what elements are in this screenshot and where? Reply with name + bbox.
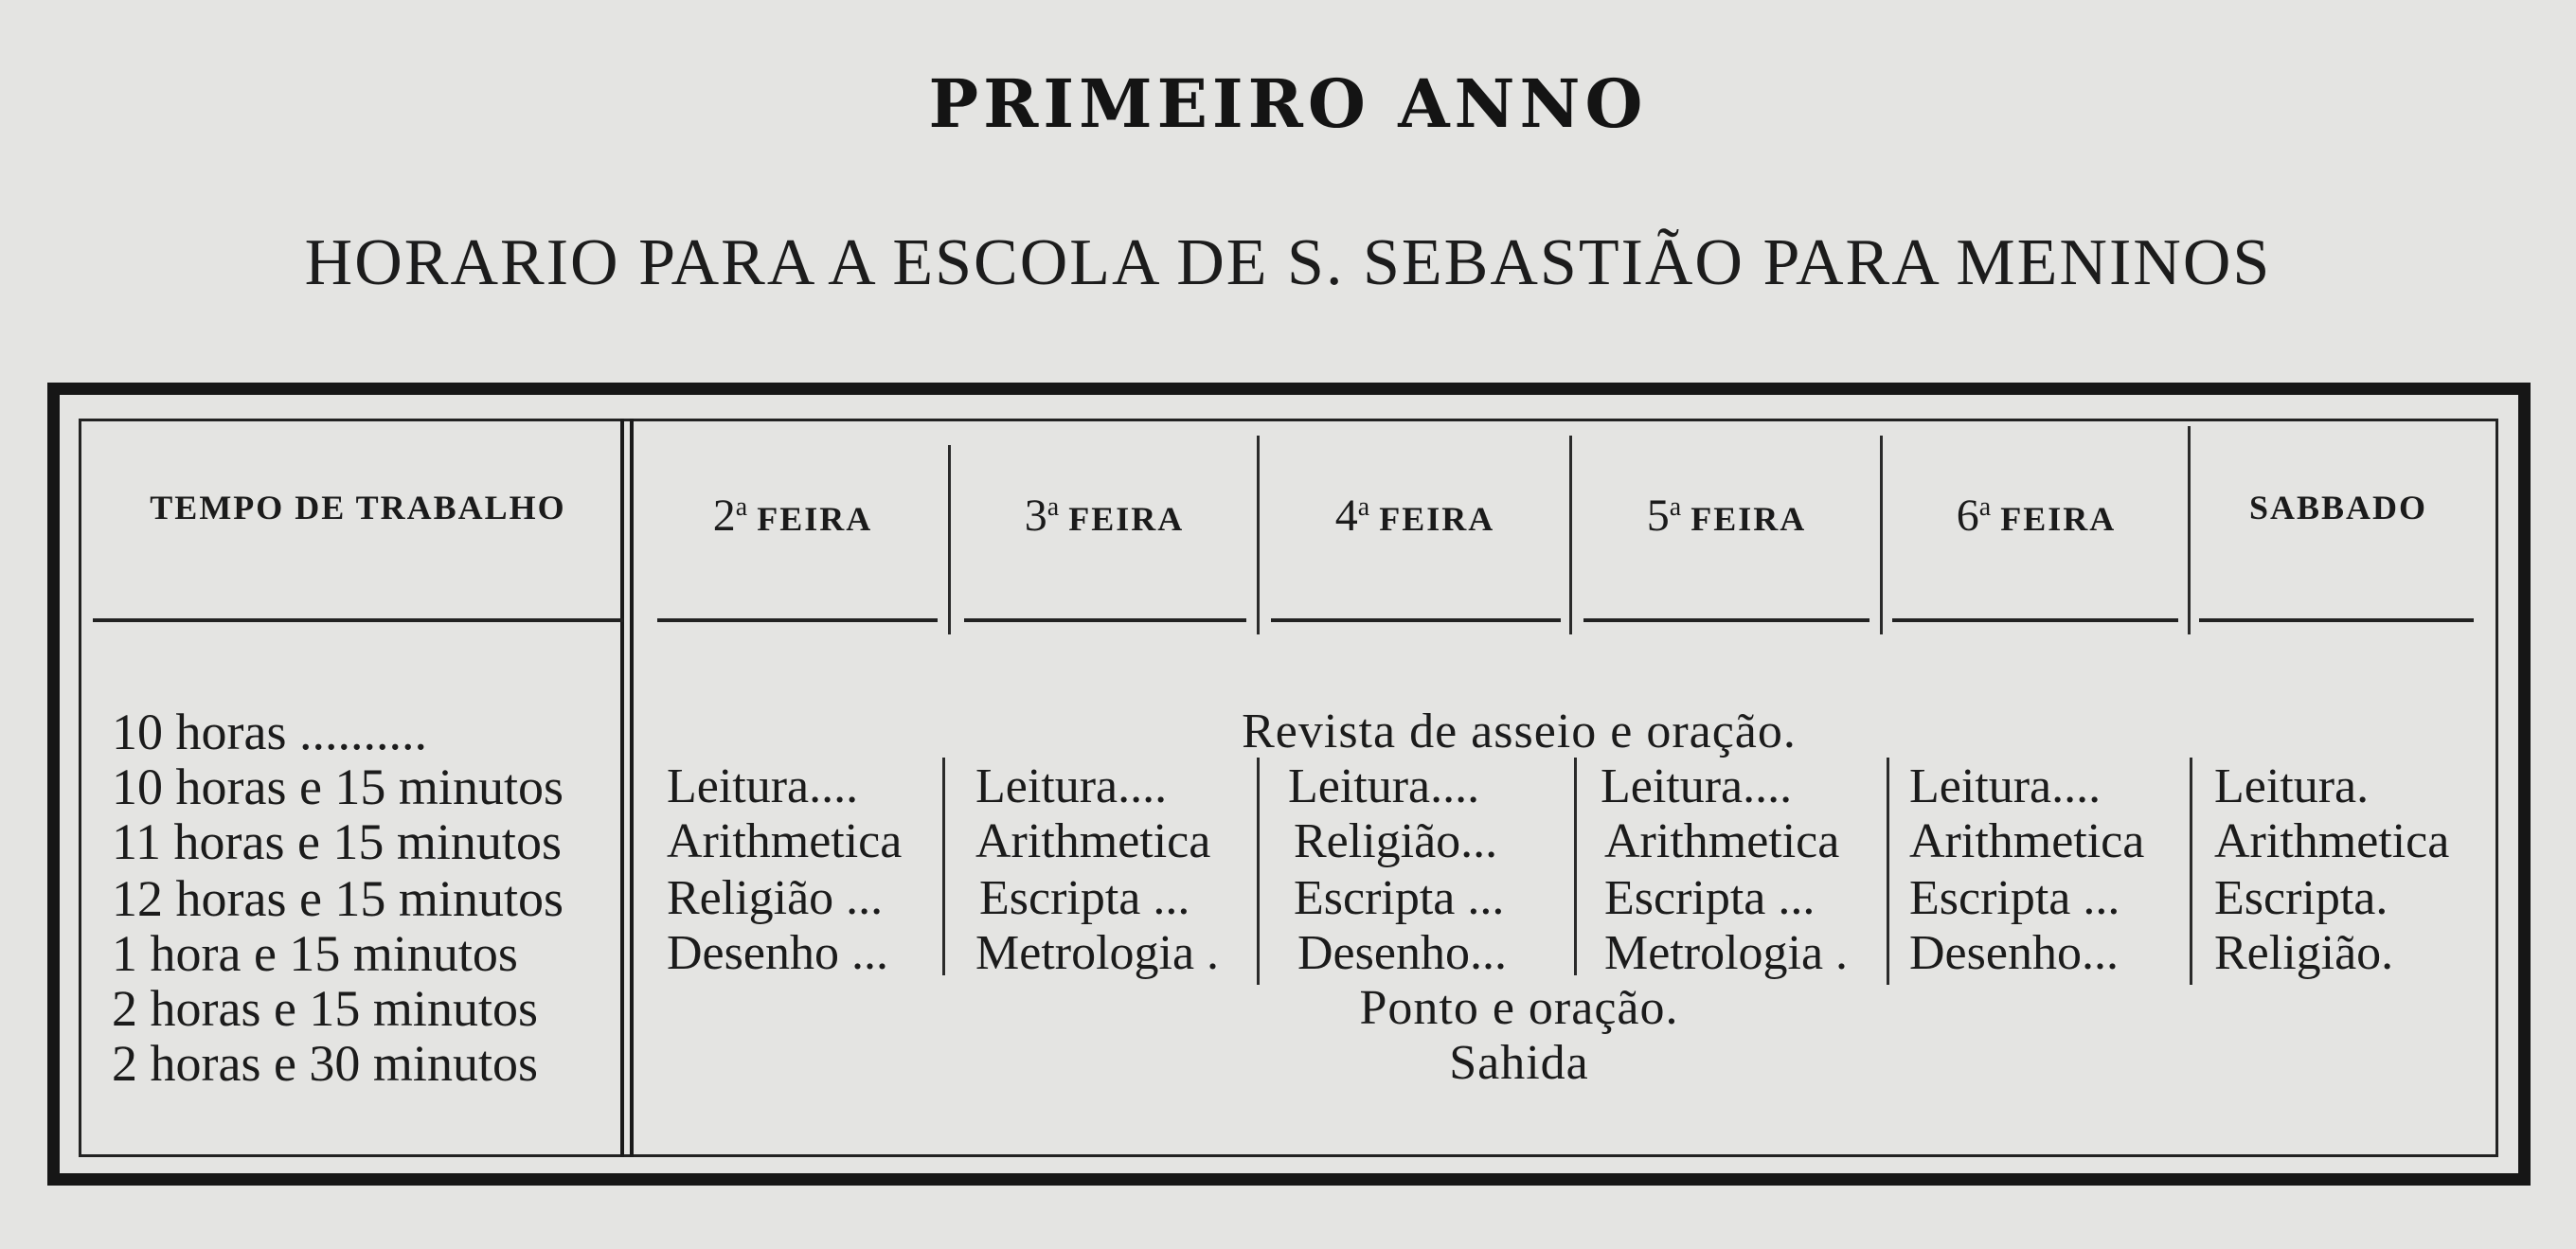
header-rule [2199,618,2474,622]
lesson-cell: Arithmetica [667,814,903,868]
time-slot: 12 horas e 15 minutos [112,870,564,927]
lesson-cell: Leitura. [2214,759,2370,813]
column-separator [1257,758,1260,985]
page-title: PRIMEIRO ANNO [928,64,1648,143]
lesson-cell: Arithmetica [1909,814,2145,868]
lesson-cell: Leitura.... [1909,759,2102,813]
header-day: 6$^a$ FEIRA [1956,491,2117,541]
lesson-cell: Metrologia . [1604,926,1849,980]
lesson-cell: Metrologia . [975,926,1220,980]
time-slot: 10 horas e 15 minutos [112,758,564,815]
header-rule [657,618,938,622]
column-separator [2190,758,2192,985]
header-rule [1892,618,2178,622]
lesson-cell: Leitura.... [975,759,1168,813]
header-day: 3$^a$ FEIRA [1024,491,1185,541]
lesson-cell: Religião. [2214,926,2394,980]
lesson-cell: Escripta ... [1294,871,1505,925]
lesson-cell: Escripta ... [1604,871,1816,925]
lesson-cell: Leitura.... [1601,759,1793,813]
column-separator [1574,758,1577,975]
header-rule [1271,618,1561,622]
header-rule [964,618,1246,622]
time-slot: 1 hora e 15 minutos [112,925,518,982]
row-revista: Revista de asseio e oração. [1242,705,1797,758]
time-slot: 10 horas .......... [112,704,427,760]
lesson-cell: Arithmetica [1604,814,1840,868]
header-day: 4$^a$ FEIRA [1334,491,1495,541]
row-sahida: Sahida [1449,1036,1589,1090]
column-separator [948,445,951,634]
lesson-cell: Escripta. [2214,871,2388,925]
column-separator [1887,758,1889,985]
header-day: 2$^a$ FEIRA [712,491,873,541]
header-sabbado: SABBADO [2248,489,2428,526]
time-slot: 2 horas e 30 minutos [112,1035,538,1092]
header-tempo-de-trabalho: TEMPO DE TRABALHO [150,489,566,526]
page-subtitle: HORARIO PARA A ESCOLA DE S. SEBASTIÃO PARA MENINOS [304,226,2272,299]
lesson-cell: Religião ... [667,871,884,925]
lesson-cell: Desenho... [1297,926,1507,980]
lesson-cell: Leitura.... [1288,759,1480,813]
time-slot: 11 horas e 15 minutos [112,813,562,870]
lesson-cell: Desenho... [1909,926,2119,980]
time-slot: 2 horas e 15 minutos [112,980,538,1037]
lesson-cell: Leitura.... [667,759,859,813]
lesson-cell: Arithmetica [975,814,1211,868]
lesson-cell: Arithmetica [2214,814,2450,868]
header-rule [93,618,623,622]
header-day: 5$^a$ FEIRA [1646,491,1807,541]
lesson-cell: Escripta ... [979,871,1190,925]
lesson-cell: Escripta ... [1909,871,2120,925]
lesson-cell: Desenho ... [667,926,888,980]
lesson-cell: Religião... [1294,814,1498,868]
row-ponto: Ponto e oração. [1359,981,1679,1035]
header-rule [1583,618,1869,622]
